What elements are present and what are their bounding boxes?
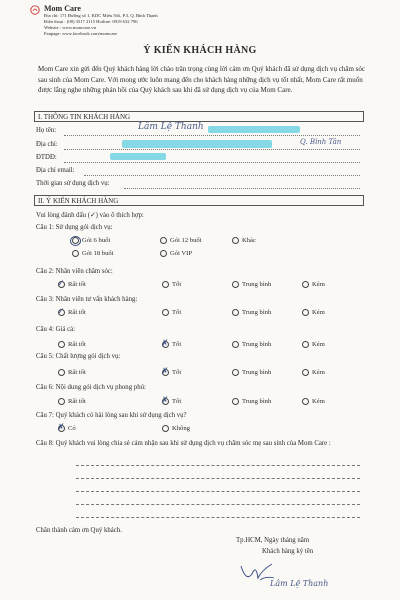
option-label: Gói 6 buổi <box>82 237 111 244</box>
q1-option-12[interactable] <box>160 237 202 244</box>
option-label: Gói 18 buổi <box>82 250 114 257</box>
option-label: Không <box>172 425 190 432</box>
option-label: Có <box>68 425 76 432</box>
option-label: Rất tốt <box>68 341 86 348</box>
header-phone: Điện thoại : (08) 3517 2115 Hotline: 0919 632 796 <box>44 19 138 24</box>
q4-option-average[interactable] <box>232 341 271 348</box>
q5-option-poor[interactable] <box>302 369 325 376</box>
radio-icon <box>161 395 169 405</box>
header-address: Địa chỉ: 171 Đường số 1, KDC Miếu Nổi, P.3, Q. Bình Thạnh <box>44 13 158 18</box>
signature-name: Lâm Lệ Thanh <box>270 579 329 588</box>
option-label: Gói VIP <box>170 250 193 257</box>
answer-line[interactable] <box>76 504 360 505</box>
option-label: Kém <box>312 281 325 288</box>
radio-icon <box>302 398 309 405</box>
mom-care-logo-icon <box>30 5 40 15</box>
q3-option-good[interactable] <box>162 309 181 316</box>
radio-icon <box>160 237 167 244</box>
thank-you-text: Chân thành cảm ơn Quý khách. <box>36 527 122 534</box>
service-time-line <box>124 188 360 189</box>
question-4-label: Câu 4: Giá cả: <box>36 326 76 333</box>
radio-icon <box>58 398 65 405</box>
radio-icon <box>72 237 79 244</box>
q7-option-no[interactable] <box>162 425 190 432</box>
question-7-label: Câu 7: Quý khách có hài lòng sau khi sử dụng dịch vụ? <box>36 412 187 419</box>
radio-icon <box>302 341 309 348</box>
radio-icon <box>58 341 65 348</box>
address-label: Địa chỉ: <box>36 141 58 148</box>
radio-icon <box>162 309 169 316</box>
intro-paragraph: Mom Care xin gửi đến Quý khách hàng lời chào trân trọng cùng lời cảm ơn Quý khách đã sử dụng dịch vụ chăm sóc sau sinh của Mom Care. Với mong ước luôn mang đến cho khách hàng những dịch vụ tốt nhất, Mom Care rất muốn được lắng nghe những phản hồi của Quý khách sau khi đã sử dụng dịch vụ của Mom Care. <box>38 65 366 95</box>
checkmark-icon: ✓ <box>57 278 65 288</box>
name-handwritten: Lâm Lệ Thanh <box>138 122 204 132</box>
question-6-label: Câu 6: Nội dung gói dịch vụ phong phú: <box>36 384 146 391</box>
radio-icon <box>72 250 79 257</box>
q5-option-average[interactable] <box>232 369 271 376</box>
option-label: Rất tốt <box>68 281 86 288</box>
radio-icon <box>232 281 239 288</box>
question-2-label: Câu 2: Nhân viên chăm sóc: <box>36 268 113 275</box>
q6-option-poor[interactable] <box>302 398 325 405</box>
option-label: Rất tốt <box>68 369 86 376</box>
q2-option-good[interactable] <box>162 281 181 288</box>
q5-option-good[interactable] <box>161 366 182 376</box>
form-title: Ý KIẾN KHÁCH HÀNG <box>143 45 257 56</box>
x-mark-icon: ✗ <box>57 422 65 432</box>
option-label: Trung bình <box>242 341 272 348</box>
option-label: Khác <box>242 237 256 244</box>
q2-option-poor[interactable] <box>302 281 325 288</box>
q3-option-average[interactable] <box>232 309 271 316</box>
x-mark-icon: ✗ <box>161 395 169 405</box>
address-handwritten: Q. Bình Tân <box>300 138 342 146</box>
q4-option-poor[interactable] <box>302 341 325 348</box>
x-mark-icon: ✗ <box>161 338 169 348</box>
answer-line[interactable] <box>76 465 360 466</box>
option-label: Rất tốt <box>68 309 86 316</box>
q1-option-other[interactable] <box>232 237 256 244</box>
option-label: Rất tốt <box>68 398 86 405</box>
radio-icon <box>232 237 239 244</box>
option-label: Trung bình <box>242 398 272 405</box>
radio-icon <box>232 309 239 316</box>
answer-line[interactable] <box>76 491 360 492</box>
option-label: Kém <box>312 341 325 348</box>
redaction-bar <box>110 153 166 160</box>
q2-option-very-good[interactable] <box>57 278 86 288</box>
q1-option-6[interactable] <box>72 237 110 244</box>
question-5-label: Câu 5: Chất lượng gói dịch vụ: <box>36 353 121 360</box>
header-website: Website : www.momcare.vn <box>44 25 96 30</box>
section-customer-info-heading: I. THÔNG TIN KHÁCH HÀNG <box>34 111 364 122</box>
option-label: Tốt <box>172 369 182 376</box>
radio-icon <box>232 341 239 348</box>
option-label: Tốt <box>172 398 182 405</box>
email-label: Địa chỉ email: <box>36 167 75 174</box>
option-label: Gói 12 buổi <box>170 237 202 244</box>
q7-option-yes[interactable] <box>57 422 76 432</box>
option-label: Tốt <box>172 309 182 316</box>
brand-name: Mom Care <box>44 4 81 13</box>
q6-option-good[interactable] <box>161 395 182 405</box>
radio-icon <box>160 250 167 257</box>
header-fanpage: Fanpage: www.facebook.com/momcare <box>44 31 118 36</box>
option-label: Kém <box>312 369 325 376</box>
option-label: Tốt <box>172 281 182 288</box>
date-line: Tp.HCM, Ngày tháng năm <box>236 537 310 544</box>
radio-icon <box>302 281 309 288</box>
circled-mark-icon <box>70 236 81 246</box>
service-time-label: Thời gian sử dụng dịch vụ: <box>36 180 110 187</box>
answer-line[interactable] <box>76 478 360 479</box>
section-feedback-heading: II. Ý KIẾN KHÁCH HÀNG <box>34 195 364 206</box>
radio-icon <box>161 366 169 376</box>
x-mark-icon: ✗ <box>161 366 169 376</box>
q1-option-18[interactable] <box>72 250 114 257</box>
radio-icon <box>232 398 239 405</box>
question-3-label: Câu 3: Nhân viên tư vấn khách hàng: <box>36 296 138 303</box>
q4-option-good[interactable] <box>161 338 182 348</box>
name-label: Họ tên: <box>36 127 57 134</box>
q6-option-average[interactable] <box>232 398 271 405</box>
radio-icon <box>162 281 169 288</box>
radio-icon <box>302 369 309 376</box>
instruction-text: Vui lòng đánh dấu (✓) vào ô thích hợp: <box>36 212 144 219</box>
phone-line <box>64 162 360 163</box>
q2-option-average[interactable] <box>232 281 271 288</box>
q3-option-poor[interactable] <box>302 309 325 316</box>
q1-option-vip[interactable] <box>160 250 192 257</box>
answer-line[interactable] <box>76 517 360 518</box>
checkmark-icon: ✓ <box>57 306 65 316</box>
radio-icon <box>58 369 65 376</box>
q6-option-very-good[interactable] <box>58 398 86 405</box>
q3-option-very-good[interactable] <box>57 306 86 316</box>
option-label: Tốt <box>172 341 182 348</box>
option-label: Kém <box>312 309 325 316</box>
q4-option-very-good[interactable] <box>58 341 86 348</box>
radio-icon <box>57 278 65 288</box>
question-8-label: Câu 8: Quý khách vui lòng chia sẻ cảm nhận sau khi sử dụng dịch vụ chăm sóc mẹ sau sinh của Mom Care : <box>36 440 331 447</box>
radio-icon <box>302 309 309 316</box>
radio-icon <box>161 338 169 348</box>
redaction-bar <box>208 126 300 133</box>
option-label: Trung bình <box>242 369 272 376</box>
signature-label: Khách hàng ký tên <box>262 548 314 555</box>
option-label: Trung bình <box>242 309 272 316</box>
radio-icon <box>232 369 239 376</box>
question-1-label: Câu 1: Sử dụng gói dịch vụ: <box>36 224 113 231</box>
name-line <box>64 135 360 136</box>
option-label: Kém <box>312 398 325 405</box>
q5-option-very-good[interactable] <box>58 369 86 376</box>
address-line <box>64 149 360 150</box>
redaction-bar <box>122 140 272 148</box>
phone-label: ĐTDĐ: <box>36 154 57 161</box>
radio-icon <box>57 306 65 316</box>
radio-icon <box>162 425 169 432</box>
option-label: Trung bình <box>242 281 272 288</box>
email-line <box>84 175 360 176</box>
radio-icon <box>57 422 65 432</box>
